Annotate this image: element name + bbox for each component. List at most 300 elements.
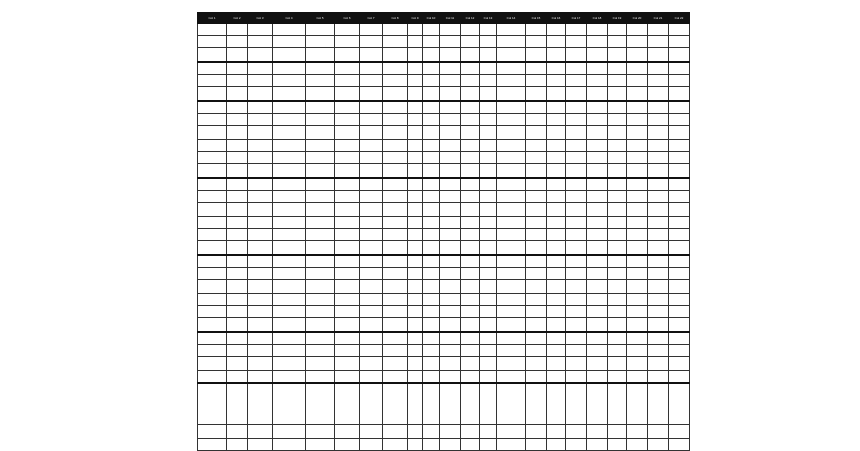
table-cell (547, 62, 566, 75)
table-cell (423, 241, 440, 256)
table-cell (587, 126, 608, 140)
table-cell (526, 62, 547, 75)
table-cell (248, 383, 273, 425)
table-row (198, 24, 690, 36)
table-cell (335, 280, 360, 294)
table-cell (497, 114, 526, 126)
table-cell (383, 164, 408, 179)
table-row (198, 140, 690, 152)
table-cell (360, 36, 383, 48)
table-cell (526, 191, 547, 203)
table-row (198, 241, 690, 256)
table-cell (423, 101, 440, 114)
table-cell (608, 425, 627, 439)
table-cell (648, 140, 669, 152)
table-row (198, 383, 690, 425)
table-cell (335, 217, 360, 229)
table-cell (440, 371, 461, 384)
table-cell (547, 152, 566, 164)
table-cell (480, 87, 497, 102)
table-cell (227, 140, 248, 152)
table-cell (547, 294, 566, 306)
table-cell (480, 101, 497, 114)
table-cell (335, 306, 360, 318)
table-cell (335, 294, 360, 306)
table-cell (227, 318, 248, 333)
table-cell (227, 48, 248, 63)
table-cell (526, 383, 547, 425)
table-cell (273, 255, 306, 268)
table-cell (547, 140, 566, 152)
table-cell (360, 75, 383, 87)
table-cell (627, 439, 648, 451)
table-cell (273, 36, 306, 48)
table-cell (198, 126, 227, 140)
table-cell (273, 332, 306, 345)
table-cell (273, 268, 306, 280)
table-cell (547, 114, 566, 126)
table-cell (587, 191, 608, 203)
column-header: Col 21 (648, 13, 669, 24)
table-cell (566, 332, 587, 345)
table-cell (566, 191, 587, 203)
column-header: Col 14 (497, 13, 526, 24)
table-cell (198, 114, 227, 126)
table-cell (198, 357, 227, 371)
table-cell (383, 318, 408, 333)
table-cell (273, 126, 306, 140)
table-cell (248, 152, 273, 164)
table-cell (648, 280, 669, 294)
table-cell (360, 48, 383, 63)
table-cell (360, 62, 383, 75)
table-cell (198, 345, 227, 357)
table-cell (608, 318, 627, 333)
table-cell (408, 126, 423, 140)
table-cell (273, 425, 306, 439)
table-cell (566, 203, 587, 217)
table-cell (566, 345, 587, 357)
table-cell (608, 36, 627, 48)
table-cell (480, 191, 497, 203)
table-cell (669, 140, 690, 152)
table-cell (480, 229, 497, 241)
table-cell (480, 126, 497, 140)
table-cell (608, 306, 627, 318)
table-cell (587, 101, 608, 114)
table-cell (306, 191, 335, 203)
table-cell (587, 241, 608, 256)
table-cell (335, 241, 360, 256)
table-cell (423, 75, 440, 87)
table-cell (461, 241, 480, 256)
table-cell (248, 439, 273, 451)
table-cell (547, 203, 566, 217)
table-cell (423, 371, 440, 384)
table-cell (648, 318, 669, 333)
table-cell (408, 75, 423, 87)
table-cell (306, 101, 335, 114)
table-cell (383, 101, 408, 114)
table-cell (547, 164, 566, 179)
table-cell (648, 294, 669, 306)
table-cell (669, 87, 690, 102)
table-cell (480, 152, 497, 164)
table-cell (461, 36, 480, 48)
table-cell (423, 318, 440, 333)
table-cell (497, 294, 526, 306)
table-cell (648, 203, 669, 217)
table-cell (648, 152, 669, 164)
table-cell (248, 164, 273, 179)
table-cell (408, 191, 423, 203)
table-cell (335, 126, 360, 140)
table-cell (227, 439, 248, 451)
table-cell (627, 87, 648, 102)
table-cell (480, 294, 497, 306)
table-cell (587, 203, 608, 217)
table-cell (440, 268, 461, 280)
table-cell (461, 280, 480, 294)
column-header: Col 6 (335, 13, 360, 24)
table-cell (227, 332, 248, 345)
table-cell (608, 280, 627, 294)
table-row (198, 217, 690, 229)
table-cell (198, 62, 227, 75)
table-cell (608, 62, 627, 75)
table-cell (461, 126, 480, 140)
column-header: Col 15 (526, 13, 547, 24)
table-cell (608, 178, 627, 191)
table-cell (566, 439, 587, 451)
table-cell (423, 280, 440, 294)
table-cell (306, 62, 335, 75)
table-cell (306, 345, 335, 357)
table-cell (669, 164, 690, 179)
table-cell (440, 126, 461, 140)
table-row (198, 255, 690, 268)
table-cell (360, 164, 383, 179)
table-row (198, 280, 690, 294)
table-cell (273, 101, 306, 114)
table-row (198, 345, 690, 357)
table-cell (227, 114, 248, 126)
table-cell (360, 229, 383, 241)
table-cell (440, 318, 461, 333)
table-cell (627, 425, 648, 439)
table-cell (248, 268, 273, 280)
table-cell (360, 152, 383, 164)
table-cell (335, 425, 360, 439)
table-cell (627, 357, 648, 371)
table-cell (383, 371, 408, 384)
table-cell (423, 152, 440, 164)
table-cell (440, 75, 461, 87)
table-cell (248, 191, 273, 203)
table-cell (526, 87, 547, 102)
table-cell (526, 306, 547, 318)
table-cell (273, 241, 306, 256)
table-cell (587, 357, 608, 371)
table-cell (227, 75, 248, 87)
table-cell (360, 178, 383, 191)
table-cell (526, 48, 547, 63)
table-cell (587, 306, 608, 318)
table-cell (526, 126, 547, 140)
table-cell (526, 36, 547, 48)
table-cell (360, 332, 383, 345)
table-cell (383, 306, 408, 318)
table-cell (273, 357, 306, 371)
table-cell (627, 101, 648, 114)
table-cell (461, 62, 480, 75)
table-cell (306, 229, 335, 241)
table-cell (383, 229, 408, 241)
table-cell (497, 203, 526, 217)
table-cell (480, 371, 497, 384)
table-cell (627, 203, 648, 217)
table-cell (587, 62, 608, 75)
table-cell (383, 75, 408, 87)
table-cell (383, 439, 408, 451)
table-cell (608, 371, 627, 384)
table-cell (587, 217, 608, 229)
table-cell (335, 164, 360, 179)
table-cell (408, 268, 423, 280)
table-cell (587, 48, 608, 63)
table-row (198, 178, 690, 191)
table-cell (461, 345, 480, 357)
table-cell (461, 114, 480, 126)
table-cell (587, 371, 608, 384)
table-cell (440, 439, 461, 451)
table-cell (648, 357, 669, 371)
table-cell (248, 357, 273, 371)
table-cell (198, 280, 227, 294)
table-cell (360, 294, 383, 306)
table-cell (248, 114, 273, 126)
table-cell (248, 332, 273, 345)
table-cell (587, 345, 608, 357)
table-cell (526, 152, 547, 164)
table-cell (461, 229, 480, 241)
table-cell (335, 36, 360, 48)
table-cell (526, 229, 547, 241)
table-cell (440, 241, 461, 256)
table-cell (227, 87, 248, 102)
column-header: Col 7 (360, 13, 383, 24)
table-cell (587, 87, 608, 102)
table-cell (440, 332, 461, 345)
table-cell (547, 217, 566, 229)
table-cell (335, 191, 360, 203)
table-cell (669, 36, 690, 48)
table-cell (360, 191, 383, 203)
table-cell (383, 191, 408, 203)
table-cell (360, 268, 383, 280)
table-cell (360, 101, 383, 114)
table-cell (383, 332, 408, 345)
table-cell (227, 383, 248, 425)
table-cell (360, 318, 383, 333)
table-cell (335, 178, 360, 191)
table-cell (497, 268, 526, 280)
table-cell (248, 203, 273, 217)
table-cell (335, 371, 360, 384)
table-cell (306, 24, 335, 36)
table-cell (335, 255, 360, 268)
table-cell (198, 217, 227, 229)
table-cell (408, 87, 423, 102)
table-cell (360, 280, 383, 294)
table-cell (648, 126, 669, 140)
table-cell (335, 62, 360, 75)
table-cell (461, 75, 480, 87)
table-cell (648, 191, 669, 203)
table-cell (306, 164, 335, 179)
table-cell (383, 383, 408, 425)
table-cell (461, 178, 480, 191)
column-header: Col 8 (383, 13, 408, 24)
table-cell (497, 75, 526, 87)
table-row (198, 357, 690, 371)
table-cell (423, 140, 440, 152)
table-cell (627, 62, 648, 75)
table-cell (566, 36, 587, 48)
table-cell (566, 178, 587, 191)
table-cell (273, 439, 306, 451)
table-cell (648, 371, 669, 384)
table-cell (198, 371, 227, 384)
table-cell (480, 164, 497, 179)
table-cell (627, 294, 648, 306)
table-cell (360, 345, 383, 357)
table-row (198, 203, 690, 217)
table-cell (423, 229, 440, 241)
table-cell (627, 306, 648, 318)
table-cell (669, 114, 690, 126)
table-cell (526, 24, 547, 36)
table-cell (360, 114, 383, 126)
table-cell (335, 357, 360, 371)
table-cell (480, 383, 497, 425)
table-cell (497, 178, 526, 191)
table-cell (198, 164, 227, 179)
table-cell (547, 268, 566, 280)
table-cell (566, 48, 587, 63)
table-cell (335, 101, 360, 114)
table-row (198, 268, 690, 280)
table-cell (306, 217, 335, 229)
table-cell (480, 255, 497, 268)
table-cell (383, 140, 408, 152)
table-cell (669, 75, 690, 87)
table-cell (526, 332, 547, 345)
table-cell (547, 178, 566, 191)
table-cell (440, 217, 461, 229)
table-cell (587, 439, 608, 451)
table-cell (648, 24, 669, 36)
table-cell (383, 48, 408, 63)
table-cell (627, 280, 648, 294)
table-cell (248, 62, 273, 75)
table-cell (648, 255, 669, 268)
table-cell (608, 140, 627, 152)
table-cell (648, 178, 669, 191)
table-cell (669, 306, 690, 318)
table-cell (383, 268, 408, 280)
table-cell (480, 318, 497, 333)
table-cell (648, 217, 669, 229)
table-cell (648, 62, 669, 75)
table-cell (440, 229, 461, 241)
table-cell (480, 62, 497, 75)
table-cell (335, 345, 360, 357)
table-cell (273, 203, 306, 217)
table-cell (566, 217, 587, 229)
table-cell (526, 75, 547, 87)
table-cell (335, 318, 360, 333)
table-cell (440, 191, 461, 203)
table-cell (480, 268, 497, 280)
table-cell (526, 268, 547, 280)
table-cell (306, 75, 335, 87)
table-cell (526, 371, 547, 384)
table-cell (423, 255, 440, 268)
table-cell (423, 87, 440, 102)
table-cell (497, 318, 526, 333)
table-cell (423, 36, 440, 48)
table-cell (227, 306, 248, 318)
table-cell (440, 140, 461, 152)
table-cell (547, 425, 566, 439)
column-header: Col 17 (566, 13, 587, 24)
table-cell (306, 36, 335, 48)
table-cell (227, 217, 248, 229)
column-header: Col 13 (480, 13, 497, 24)
table-cell (198, 87, 227, 102)
table-cell (408, 217, 423, 229)
table-cell (608, 24, 627, 36)
table-cell (461, 371, 480, 384)
table-cell (566, 152, 587, 164)
table-cell (566, 229, 587, 241)
table-cell (408, 140, 423, 152)
table-cell (248, 101, 273, 114)
table-cell (306, 306, 335, 318)
table-cell (497, 345, 526, 357)
table-cell (383, 114, 408, 126)
table-cell (608, 101, 627, 114)
table-cell (547, 191, 566, 203)
table-cell (669, 203, 690, 217)
table-cell (566, 294, 587, 306)
table-cell (648, 439, 669, 451)
table-cell (608, 241, 627, 256)
table-cell (648, 345, 669, 357)
table-cell (273, 152, 306, 164)
table-cell (248, 318, 273, 333)
table-cell (461, 268, 480, 280)
table-cell (627, 255, 648, 268)
table-cell (360, 203, 383, 217)
table-cell (587, 318, 608, 333)
table-cell (198, 241, 227, 256)
table-cell (408, 48, 423, 63)
table-cell (608, 191, 627, 203)
table-cell (461, 294, 480, 306)
table-cell (547, 255, 566, 268)
